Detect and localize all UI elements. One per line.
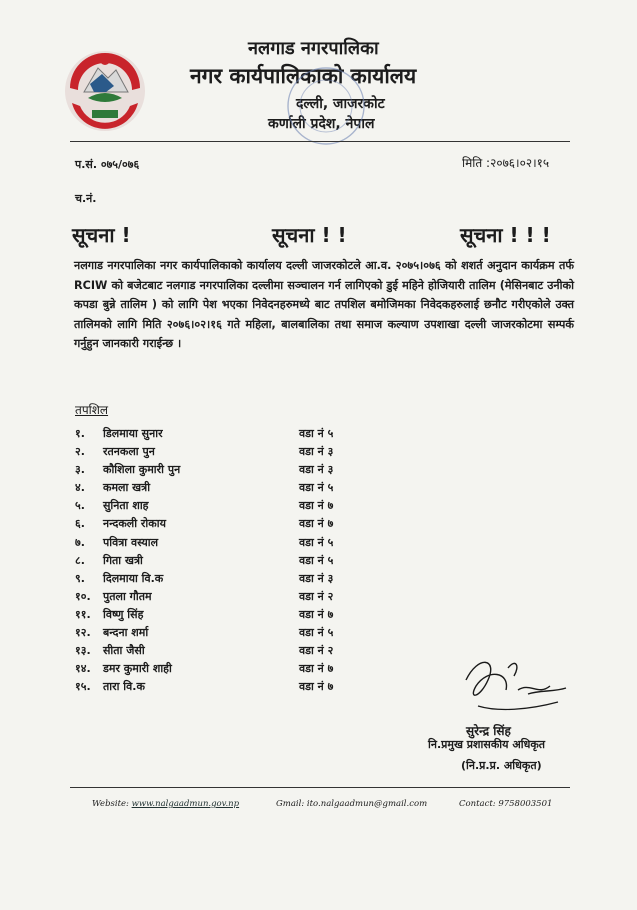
office-province: कर्णाली प्रदेश, नेपाल (268, 116, 375, 132)
notice-heading: सूचना ! (72, 223, 131, 247)
municipality-name: नलगाड नगरपालिका (248, 38, 379, 59)
list-item: ५. सुनिता शाह वडा नं ७ (75, 499, 334, 513)
list-item: १५. तारा वि.क वडा नं ७ (75, 680, 334, 694)
office-address: दल्ली, जाजरकोट (296, 96, 385, 112)
footer-divider (70, 787, 570, 788)
email-link[interactable]: ito.nalgaadmun@gmail.com (306, 799, 428, 809)
footer-email: Gmail: ito.nalgaadmun@gmail.com (276, 799, 428, 809)
list-item: १४. डमर कुमारी शाही वडा नं ७ (75, 662, 334, 676)
list-item: ७. पवित्रा वस्याल वडा नं ५ (75, 535, 334, 549)
list-item: १०. पुतला गौतम वडा नं २ (75, 589, 334, 603)
office-stamp (282, 62, 370, 150)
list-item: ८. गिता खत्री वडा नं ५ (75, 553, 334, 567)
selected-applicants-list (75, 426, 375, 697)
reference-number: प.सं. ०७५/०७६ (75, 158, 140, 171)
list-item: १. डिलमाया सुनार वडा नं ५ (75, 427, 334, 440)
notice-heading: सूचना ! ! (272, 223, 347, 247)
office-name: नगर कार्यपालिकाको कार्यालय (190, 64, 417, 88)
header-divider (70, 141, 570, 142)
list-item: ४. कमला खत्री वडा नं ५ (75, 481, 334, 495)
nepal-emblem-icon (62, 48, 148, 134)
website-link[interactable]: www.nalgaadmun.gov.np (131, 799, 240, 809)
signatory-designation: (नि.प्र.प्र. अधिकृत) (461, 759, 542, 772)
list-item: ६. नन्दकली रोकाय वडा नं ७ (75, 517, 334, 531)
list-item: २. रतनकला पुन वडा नं ३ (75, 445, 334, 459)
footer-contact: Contact: 9758003501 (459, 799, 553, 809)
notice-heading: सूचना ! ! ! (460, 223, 551, 247)
list-heading: तपशिल (75, 403, 109, 417)
list-item: १३. सीता जैसी वडा नं २ (75, 644, 334, 658)
contact-number: 9758003501 (498, 799, 553, 809)
list-item: १२. बन्दना शर्मा वडा नं ५ (75, 626, 334, 640)
dispatch-number: च.नं. (75, 192, 97, 205)
list-item: ९. दिलमाया वि.क वडा नं ३ (75, 571, 334, 585)
signatory-title: नि.प्रमुख प्रशासकीय अधिकृत (428, 738, 546, 751)
letter-date: मिति :२०७६।०२।१५ (462, 156, 550, 170)
signatory-name: सुरेन्द्र सिंह (466, 724, 511, 738)
list-item: ३. कौशिला कुमारी पुन वडा नं ३ (75, 463, 334, 477)
list-item: ११. विष्णु सिंह वडा नं ७ (75, 607, 334, 621)
notice-body: नलगाड नगरपालिका नगर कार्यपालिकाको कार्यालय दल्ली जाजरकोटले आ.व. २०७५।०७६ को शशर्त अनुदान कार्यक्रम तर्फ RCIW को बजेटबाट नलगाड नगरपालिका दल्लीमा सञ्चालन गर्न लागिएको डुई महिने होजियारी तालिम (मेसिनबाट उनीको कपडा बुन्ने तालिम ) को लागि पेश भएका निवेदनहरुमध्ये बाट तपशिल बमोजिमका निवेदकहरुलाई छनौट गरीएकोले उक्त तालिमको लागि मिति २०७६।०२।१६ गते महिला, बालबालिका तथा समाज कल्याण उपशाखा दल्ली जाजरकोटमा सम्पर्क गर्नुहुन जानकारी गराईन्छ । (74, 259, 574, 351)
footer-website: Website: www.nalgaadmun.gov.np (92, 799, 240, 809)
handwritten-signature (458, 650, 570, 720)
